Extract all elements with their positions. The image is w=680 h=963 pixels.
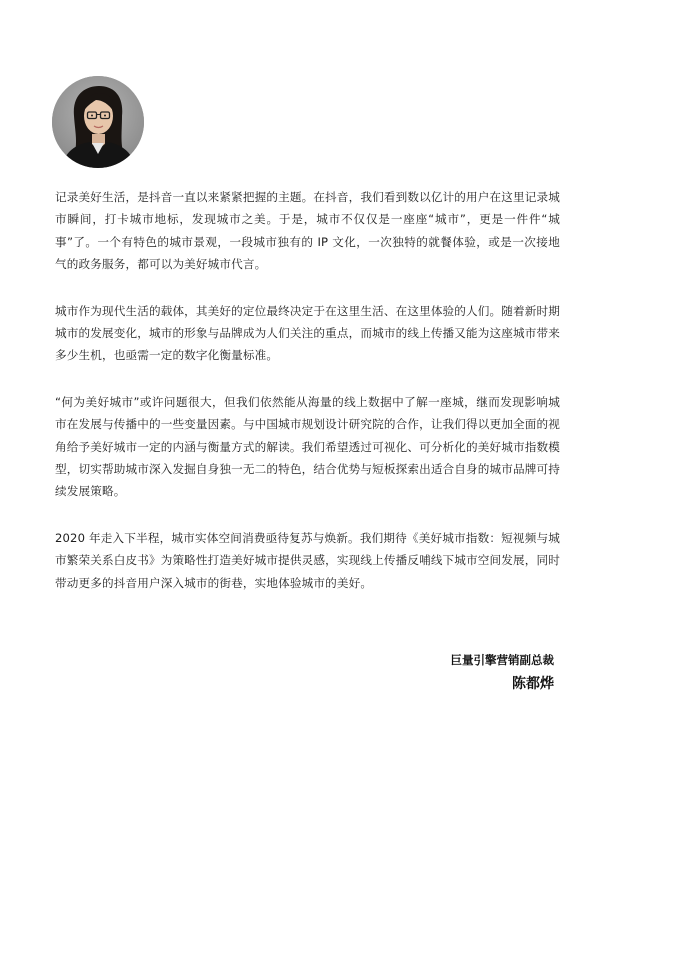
signature-name: 陈都烨 [512, 676, 554, 692]
letter-body [55, 186, 560, 618]
author-portrait-illustration [52, 76, 144, 168]
paragraph-3: “何为美好城市”或许问题很大，但我们依然能从海量的线上数据中了解一座城，继而发现影响城市在发展与传播中的一些变量因素。与中国城市规划设计研究院的合作，让我们得以更加全面的视角给予美好城市一定的内涵与衡量方式的解读。我们希望透过可视化、可分析化的美好城市指数模型，切实帮助城市深入发掘自身独一无二的特色，结合优势与短板探索出适合自身的城市品牌可持续发展策略。 [55, 394, 560, 499]
paragraph-2: 城市作为现代生活的载体，其美好的定位最终决定于在这里生活、在这里体验的人们。随着新时期城市的发展变化，城市的形象与品牌成为人们关注的重点，而城市的线上传播又能为这座城市带来多少生机，也亟需一定的数字化衡量标准。 [55, 303, 560, 363]
author-portrait [52, 76, 144, 168]
signature-block [451, 649, 555, 697]
paragraph-4: 2020 年走入下半程，城市实体空间消费亟待复苏与焕新。我们期待《美好城市指数：短视频与城市繁荣关系白皮书》为策略性打造美好城市提供灵感，实现线上传播反哺线下城市空间发展，同时带动更多的抖音用户深入城市的街巷，实地体验城市的美好。 [55, 530, 560, 590]
paragraph-1: 记录美好生活，是抖音一直以来紧紧把握的主题。在抖音，我们看到数以亿计的用户在这里记录城市瞬间，打卡城市地标，发现城市之美。于是，城市不仅仅是一座座“城市”，更是一件件“城事”了。一个有特色的城市景观，一段城市独有的 IP 文化，一次独特的就餐体验，或是一次接地气的政务服务，都可以为美好城市代言。 [55, 190, 560, 272]
signature-title: 巨量引擎营销副总裁 [450, 653, 554, 667]
